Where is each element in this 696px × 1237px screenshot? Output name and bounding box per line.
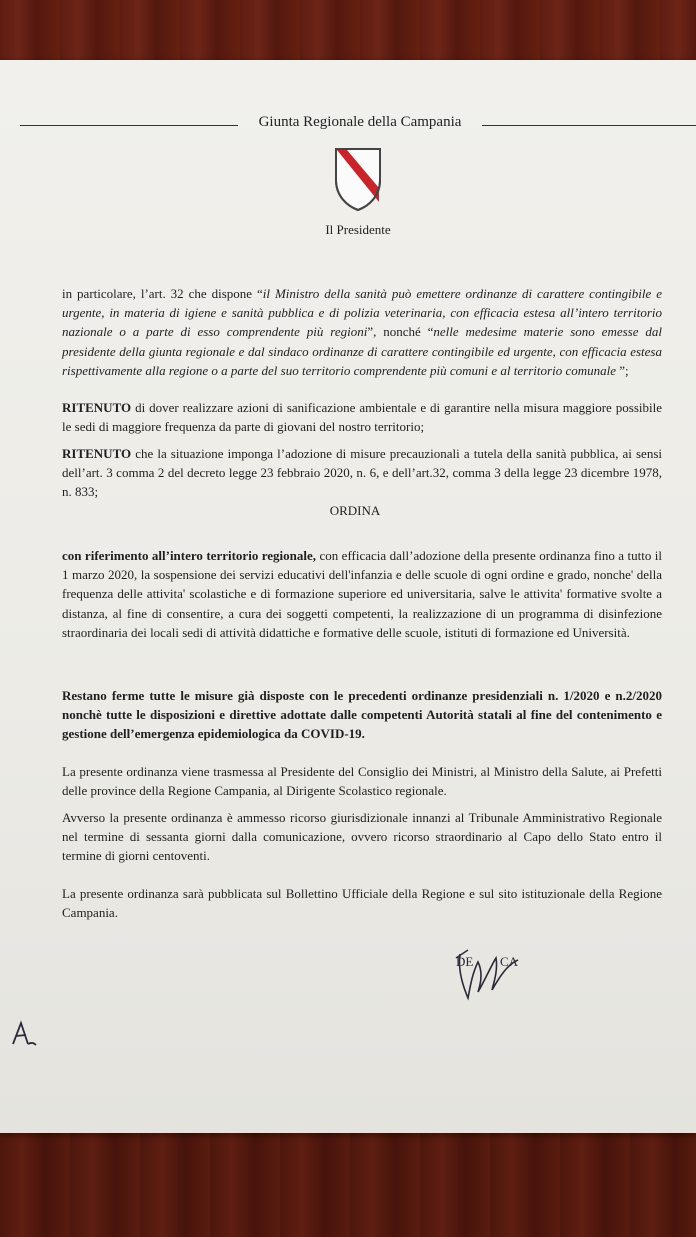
background-floor-top <box>0 0 696 64</box>
margin-initial-mark <box>8 1018 38 1048</box>
p3-text: che la situazione imponga l’adozione di misure precauzionali a tutela della sanità pubblica, ai sensi dell’art. 3 comma 2 del decreto legge 23 febbraio 2020, n. 6, e dell’art.32, comma 3 della legge 23 dicembre 1978, n. 833; <box>62 446 662 500</box>
paragraph-ritenuto-2 <box>62 444 662 502</box>
paragraph-ordinanza <box>62 546 662 642</box>
campania-crest-icon <box>333 146 383 212</box>
paragraph-trasmessa: La presente ordinanza viene trasmessa al Presidente del Consiglio dei Ministri, al Ministro della Salute, ai Prefetti delle province della Regione Campania, al Dirigente Scolastico regionale. <box>62 764 662 799</box>
p1-quote-presidente: nelle medesime materie sono emesse dal presidente della giunta regionale e dal sindaco ordinanze di carattere contingibile ed urgente, con efficacia estesa rispettivamente alla regione o a parte del suo territorio comprendente più comuni e al territorio comunale <box>62 324 662 378</box>
paragraph-pubblicazione: La presente ordinanza sarà pubblicata sul Bollettino Ufficiale della Regione e sul sito istituzionale della Regione Campania. <box>62 886 662 921</box>
p3-keyword: RITENUTO <box>62 446 132 461</box>
signature-de-luca <box>448 938 548 1008</box>
p4-text: con efficacia dall’adozione della presente ordinanza fino a tutto il 1 marzo 2020, la sospensione dei servizi educativi dell'infanzia e delle scuole di ogni ordine e grado, nonche' della frequenza delle attivita' scolastiche e di formazione superiore ed universitaria, salve le attivita' formative svolte a distanza, al fine di consentire, a cura dei soggetti competenti, la realizzazione di un programma di disinfezione straordinaria dei locali sedi di attività didattiche e formative delle scuole, istituti di formazione ed Università. <box>62 548 663 640</box>
p2-keyword: RITENUTO <box>62 400 132 415</box>
p1-tail: ”; <box>615 362 629 378</box>
p1-mid: ”, nonché “ <box>367 324 434 340</box>
background-floor-bottom <box>0 1130 696 1237</box>
p1-quote-ministro: il Ministro della sanità può emettere ordinanze di carattere contingibile e urgente, in materia di igiene e sanità pubblica e di polizia veterinaria, con efficacia estesa all’intero territorio nazionale o a parte di esso comprendente più regioni <box>62 286 662 340</box>
svg-text:DE: DE <box>456 954 474 969</box>
header-subtitle: Il Presidente <box>325 222 391 237</box>
svg-text:CA: CA <box>500 954 519 969</box>
p1-lead: in particolare, l’art. 32 che dispone “ <box>62 286 263 301</box>
ordina-heading: ORDINA <box>329 503 381 518</box>
header-rule-right <box>482 125 696 126</box>
paragraph-ricorso: Avverso la presente ordinanza è ammesso ricorso giurisdizionale innanzi al Tribunale Amministrativo Regionale nel termine di sessanta giorni dalla comunicazione, ovvero ricorso straordinario al Capo dello Stato entro il termine di giorni centoventi. <box>62 810 662 864</box>
paragraph-ritenuto-1 <box>62 398 662 436</box>
p2-text: di dover realizzare azioni di sanificazione ambientale e di garantire nella misura maggiore possibile le sedi di maggiore frequenza da parte di giovani del nostro territorio; <box>62 400 662 435</box>
header-rule-left <box>20 125 238 126</box>
header-title: Giunta Regionale della Campania <box>258 114 462 130</box>
paragraph-restano-ferme: Restano ferme tutte le misure già disposte con le precedenti ordinanze presidenziali n. 1/2020 e n.2/2020 nonchè tutte le disposizioni e direttive adottate dalle competenti Autorità statali al fine del contenimento e gestione dell’emergenza epidemiologica da COVID-19. <box>62 688 662 742</box>
p4-keyword: con riferimento all’intero territorio regionale, <box>62 548 317 563</box>
paragraph-art32 <box>62 284 662 380</box>
